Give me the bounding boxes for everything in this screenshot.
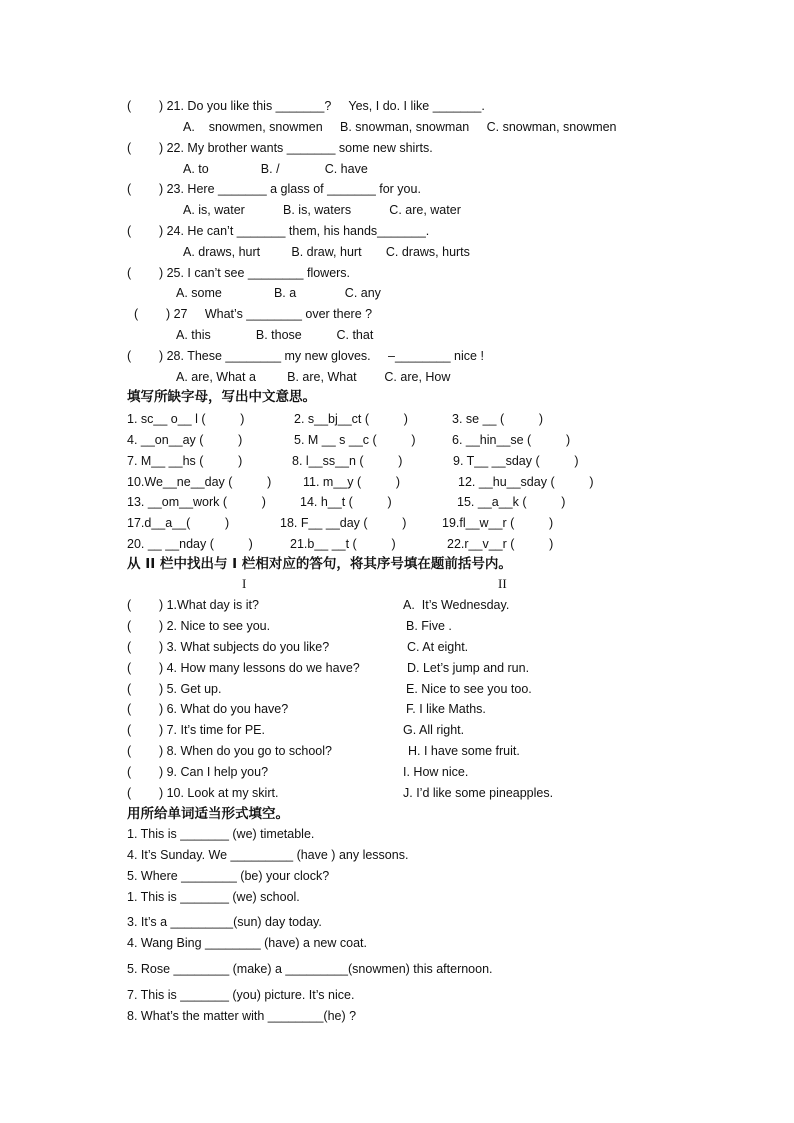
matching-answer: E. Nice to see you too. bbox=[406, 682, 532, 696]
fill-letters-item: 22.r__v__r ( ) bbox=[447, 537, 554, 551]
fill-letters-item: 12. __hu__sday ( ) bbox=[458, 475, 594, 489]
fill-letters-item: 14. h__t ( ) bbox=[300, 495, 392, 509]
fill-letters-item: 5. M __ s __c ( ) bbox=[294, 433, 416, 447]
fill-letters-item: 6. __hin__se ( ) bbox=[452, 433, 571, 447]
fill-letters-item: 4. __on__ay ( ) bbox=[127, 433, 243, 447]
matching-question: ( ) 5. Get up. bbox=[127, 682, 222, 696]
matching-question: ( ) 7. It’s time for PE. bbox=[127, 723, 265, 737]
question-28-options: A. are, What a B. are, What C. are, How bbox=[176, 370, 451, 384]
question-25: ( ) 25. I can’t see ________ flowers. bbox=[127, 266, 351, 280]
fill-letters-item: 20. __ __nday ( ) bbox=[127, 537, 253, 551]
matching-question: ( ) 6. What do you have? bbox=[127, 702, 289, 716]
fill-letters-item: 15. __a__k ( ) bbox=[457, 495, 566, 509]
word-form-item: 1. This is _______ (we) school. bbox=[127, 890, 300, 904]
matching-answer: A. It’s Wednesday. bbox=[403, 598, 510, 612]
fill-letters-item: 7. M__ __hs ( ) bbox=[127, 454, 243, 468]
fill-letters-item: 17.d__a__( ) bbox=[127, 516, 230, 530]
matching-question: ( ) 10. Look at my skirt. bbox=[127, 786, 279, 800]
fill-letters-item: 10.We__ne__day ( ) bbox=[127, 475, 272, 489]
matching-question: ( ) 9. Can I help you? bbox=[127, 765, 269, 779]
matching-question: ( ) 1.What day is it? bbox=[127, 598, 259, 612]
word-form-item: 7. This is _______ (you) picture. It’s nice. bbox=[127, 988, 355, 1002]
question-27-options: A. this B. those C. that bbox=[176, 328, 374, 342]
fill-letters-item: 1. sc__ o__ l ( ) bbox=[127, 412, 245, 426]
fill-letters-item: 21.b__ __t ( ) bbox=[290, 537, 396, 551]
fill-letters-item: 13. __om__work ( ) bbox=[127, 495, 266, 509]
word-forms-heading: 用所给单词适当形式填空。 bbox=[127, 806, 289, 822]
fill-letters-heading: 填写所缺字母，写出中文意思。 bbox=[127, 389, 316, 405]
word-form-item: 4. Wang Bing ________ (have) a new coat. bbox=[127, 936, 367, 950]
column-ii-label: II bbox=[498, 576, 507, 591]
question-27: ( ) 27 What’s ________ over there ? bbox=[134, 307, 373, 321]
fill-letters-item: 11. m__y ( ) bbox=[303, 475, 401, 489]
matching-heading: 从 II 栏中找出与 I 栏相对应的答句，将其序号填在题前括号内。 bbox=[127, 556, 512, 572]
matching-answer: F. I like Maths. bbox=[406, 702, 486, 716]
word-form-item: 4. It’s Sunday. We _________ (have ) any lessons. bbox=[127, 848, 409, 862]
question-21: ( ) 21. Do you like this _______? Yes, I do. I like _______. bbox=[127, 99, 485, 113]
fill-letters-item: 18. F__ __day ( ) bbox=[280, 516, 407, 530]
matching-question: ( ) 3. What subjects do you like? bbox=[127, 640, 330, 654]
question-28: ( ) 28. These ________ my new gloves. –________ nice ! bbox=[127, 349, 484, 363]
word-form-item: 1. This is _______ (we) timetable. bbox=[127, 827, 315, 841]
matching-answer: H. I have some fruit. bbox=[408, 744, 520, 758]
question-25-options: A. some B. a C. any bbox=[176, 286, 381, 300]
fill-letters-item: 9. T__ __sday ( ) bbox=[453, 454, 579, 468]
question-21-options: A. snowmen, snowmen B. snowman, snowman C. snowman, snowmen bbox=[183, 120, 617, 134]
question-22: ( ) 22. My brother wants _______ some new shirts. bbox=[127, 141, 433, 155]
matching-answer: B. Five . bbox=[406, 619, 452, 633]
fill-letters-item: 19.fl__w__r ( ) bbox=[442, 516, 554, 530]
word-form-item: 8. What’s the matter with ________(he) ? bbox=[127, 1009, 357, 1023]
word-form-item: 3. It’s a _________(sun) day today. bbox=[127, 915, 322, 929]
column-i-label: I bbox=[242, 576, 247, 591]
matching-question: ( ) 2. Nice to see you. bbox=[127, 619, 271, 633]
question-23-options: A. is, water B. is, waters C. are, water bbox=[183, 203, 461, 217]
matching-answer: C. At eight. bbox=[407, 640, 469, 654]
question-24: ( ) 24. He can’t _______ them, his hands_______. bbox=[127, 224, 430, 238]
matching-answer: G. All right. bbox=[403, 723, 465, 737]
matching-answer: J. I’d like some pineapples. bbox=[403, 786, 554, 800]
fill-letters-item: 3. se __ ( ) bbox=[452, 412, 544, 426]
question-22-options: A. to B. / C. have bbox=[183, 162, 368, 176]
matching-answer: I. How nice. bbox=[403, 765, 469, 779]
word-form-item: 5. Where ________ (be) your clock? bbox=[127, 869, 330, 883]
matching-question: ( ) 4. How many lessons do we have? bbox=[127, 661, 360, 675]
question-23: ( ) 23. Here _______ a glass of _______ for you. bbox=[127, 182, 421, 196]
word-form-item: 5. Rose ________ (make) a _________(snowmen) this afternoon. bbox=[127, 962, 493, 976]
matching-answer: D. Let’s jump and run. bbox=[407, 661, 530, 675]
fill-letters-item: 8. l__ss__n ( ) bbox=[292, 454, 403, 468]
matching-question: ( ) 8. When do you go to school? bbox=[127, 744, 332, 758]
question-24-options: A. draws, hurt B. draw, hurt C. draws, hurts bbox=[183, 245, 470, 259]
fill-letters-item: 2. s__bj__ct ( ) bbox=[294, 412, 408, 426]
